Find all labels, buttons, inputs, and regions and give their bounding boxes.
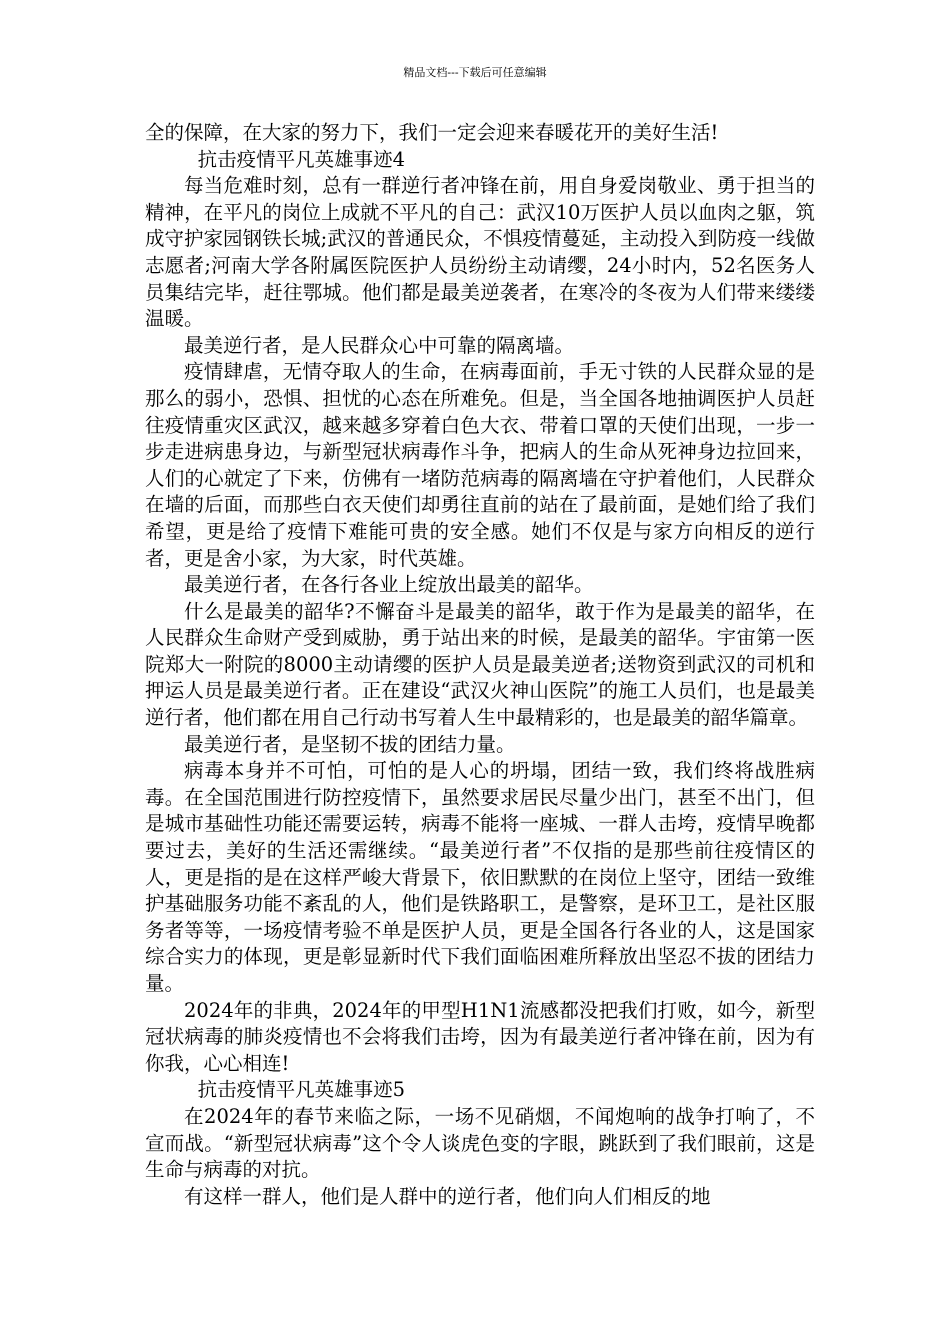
section-heading-5: 抗击疫情平凡英雄事迹5 bbox=[197, 1078, 406, 1102]
paragraph: 疫情肆虐，无情夺取人的生命，在病毒面前，手无寸铁的人民群众显的是那么的弱小，恐惧、担忧的心态在所难免。但是，当全国各地抽调医护人员赶往疫情重灾区武汉，越来越多穿着白色大衣、带着口罩的天使们出现，一步一步走进病患身边，与新型冠状病毒作斗争，把病人的生命从死神身边拉回来，人们的心就定了下来，仿佛有一堵防范病毒的隔离墙在守护着他们，人民群众在墙的后面，而那些白衣天使们却勇往直前的站在了最前面，是她们给了我们希望，更是给了疫情下难能可贵的安全感。她们不仅是与家方向相反的逆行者，更是舍小家，为大家，时代英雄。 bbox=[145, 360, 815, 570]
paragraph: 有这样一群人，他们是人群中的逆行者，他们向人们相反的地 bbox=[184, 1184, 711, 1208]
paragraph: 每当危难时刻，总有一群逆行者冲锋在前，用自身爱岗敬业、勇于担当的精神，在平凡的岗位上成就不平凡的自己：武汉10万医护人员以血肉之躯，筑成守护家园钢铁长城;武汉的普通民众，不惧疫情蔓延，主动投入到防疫一线做志愿者;河南大学各附属医院医护人员纷纷主动请缨，24小时内，52名医务人员集结完毕，赶往鄂城。他们都是最美逆袭者，在寒冷的冬夜为人们带来缕缕温暖。 bbox=[145, 174, 815, 331]
paragraph: 最美逆行者，是坚韧不拔的团结力量。 bbox=[184, 732, 516, 756]
paragraph-continued: 全的保障，在大家的努力下，我们一定会迎来春暖花开的美好生活! bbox=[145, 121, 719, 144]
document-body bbox=[145, 120, 815, 1210]
section-heading-4: 抗击疫情平凡英雄事迹4 bbox=[197, 147, 406, 171]
paragraph: 病毒本身并不可怕，可怕的是人心的坍塌，团结一致，我们终将战胜病毒。在全国范围进行防控疫情下，虽然要求居民尽量少出门，甚至不出门，但是城市基础性功能还需要运转，病毒不能将一座城、一群人击垮，疫情早晚都要过去，美好的生活还需继续。“最美逆行者”不仅指的是那些前往疫情区的人，更是指的是在这样严峻大背景下，依旧默默的在岗位上坚守，团结一致维护基础服务功能不紊乱的人，他们是铁路职工，是警察，是环卫工，是社区服务者等等，一场疫情考验不单是医护人员，更是全国各行各业的人，这是国家综合实力的体现，更是彰显新时代下我们面临困难所释放出坚忍不拔的团结力量。 bbox=[145, 759, 815, 995]
paragraph: 最美逆行者，是人民群众心中可靠的隔离墙。 bbox=[184, 333, 575, 357]
paragraph: 最美逆行者，在各行各业上绽放出最美的韶华。 bbox=[184, 573, 594, 597]
paragraph: 2024年的非典，2024年的甲型H1N1流感都没把我们打败，如今，新型冠状病毒的肺炎疫情也不会将我们击垮，因为有最美逆行者冲锋在前，因为有你我，心心相连! bbox=[145, 998, 815, 1075]
paragraph: 什么是最美的韶华?不懈奋斗是最美的韶华，敢于作为是最美的韶华，在人民群众生命财产受到威胁，勇于站出来的时候，是最美的韶华。宇宙第一医院郑大一附院的8000主动请缨的医护人员是最美逆者;送物资到武汉的司机和押运人员是最美逆行者。正在建设“武汉火神山医院”的施工人员们，也是最美逆行者，他们都在用自己行动书写着人生中最精彩的，也是最美的韶华篇章。 bbox=[145, 599, 815, 730]
page-header: 精品文档---下载后可任意编辑 bbox=[403, 66, 547, 79]
paragraph: 在2024年的春节来临之际，一场不见硝烟，不闻炮响的战争打响了，不宣而战。“新型冠状病毒”这个令人谈虎色变的字眼，跳跃到了我们眼前，这是生命与病毒的对抗。 bbox=[145, 1104, 815, 1182]
